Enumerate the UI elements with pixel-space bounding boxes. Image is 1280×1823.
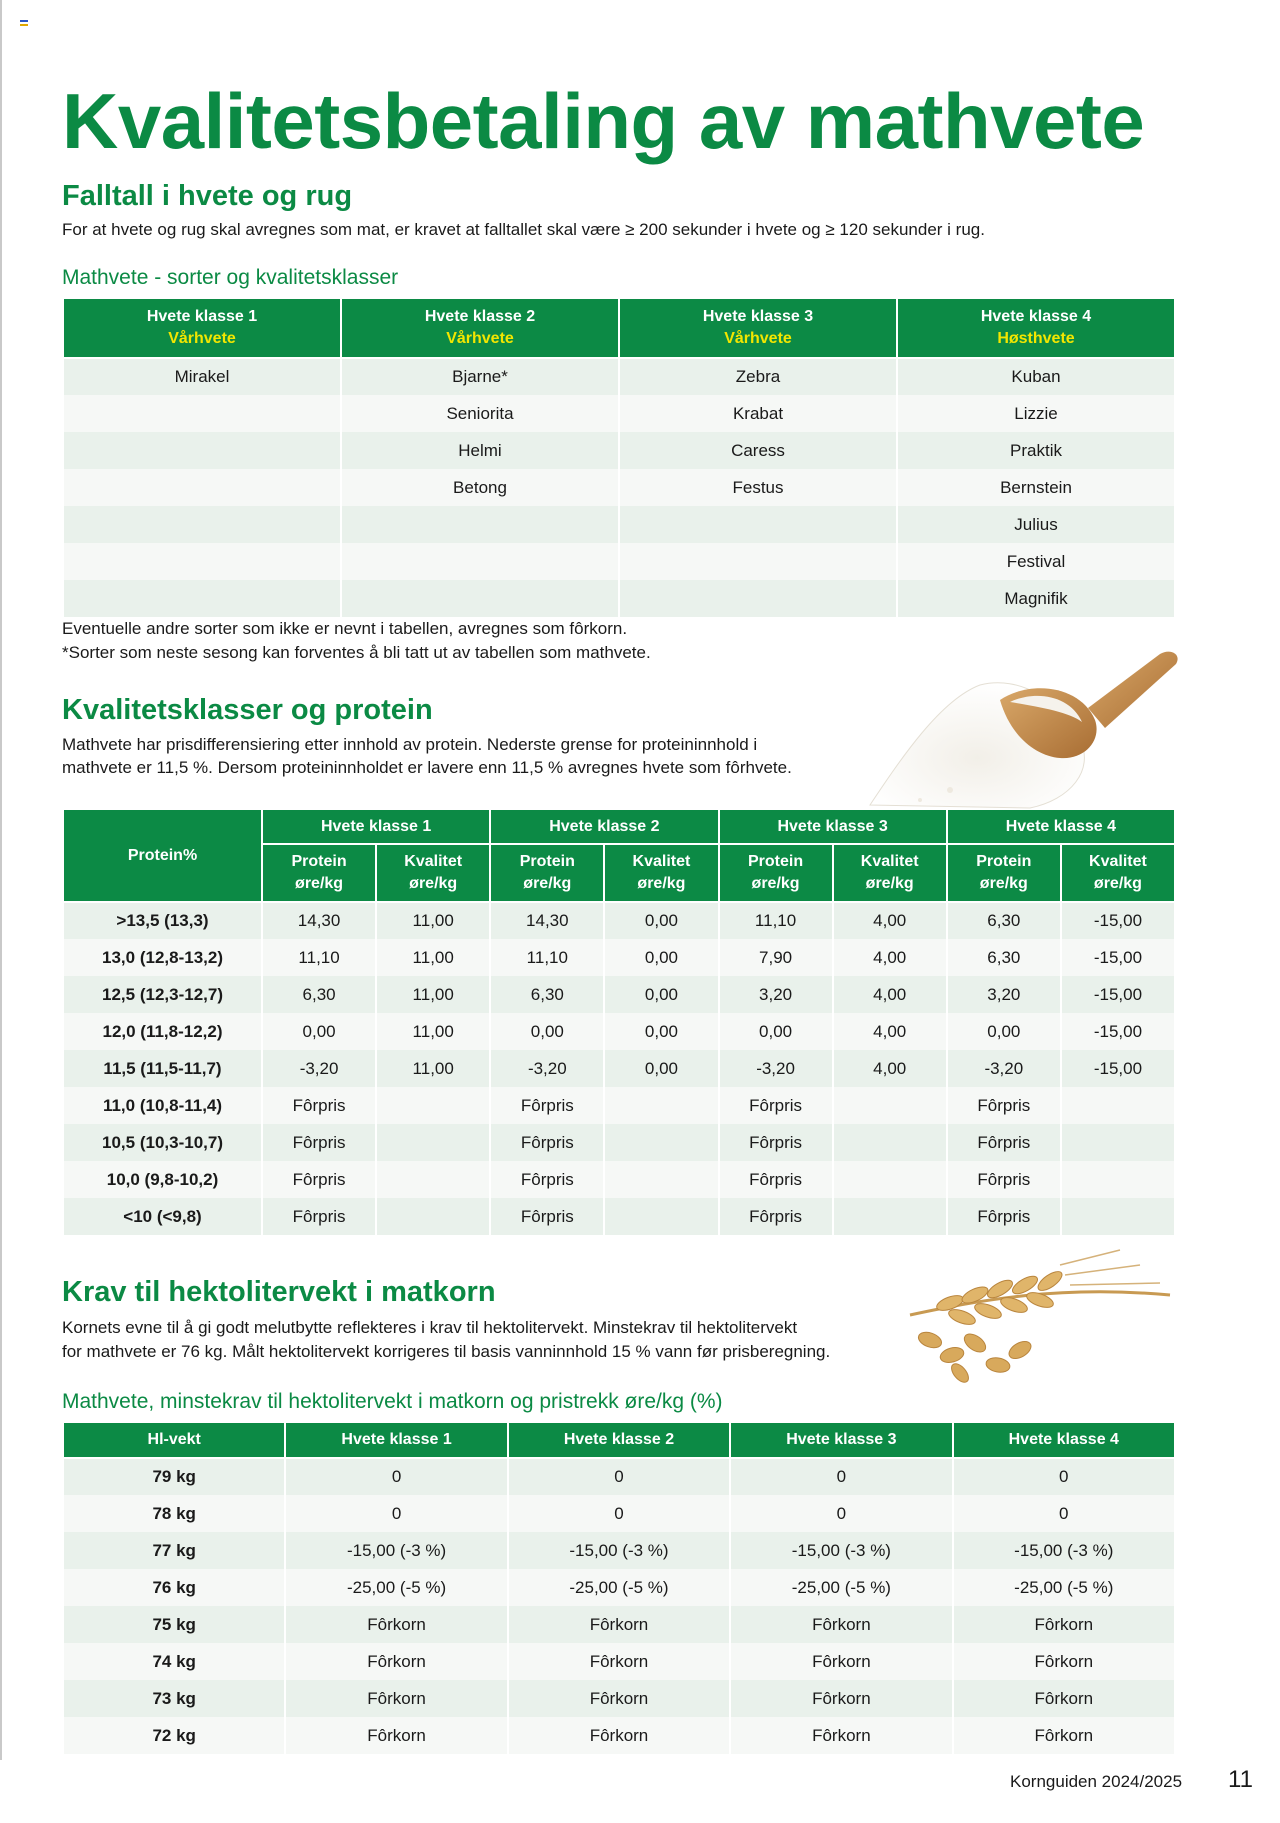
protein-text-1: Mathvete har prisdifferensiering etter innhold av protein. Nederste grense for proteininnhold i — [62, 735, 758, 754]
protein-cell: 7,90 — [719, 939, 833, 976]
hektoliter-text-1: Kornets evne til å gi godt melutbytte reflekteres i krav til hektolitervekt. Minstekrav til hektolitervekt — [62, 1318, 798, 1337]
protein-subheader-kvalitet — [604, 844, 718, 902]
protein-cell: -15,00 — [1061, 976, 1175, 1013]
subheader-line: Protein — [976, 853, 1032, 870]
table-row — [63, 1198, 1175, 1235]
protein-cell: 4,00 — [833, 976, 947, 1013]
table-row — [63, 543, 1175, 580]
protein-heading: Kvalitetsklasser og protein — [62, 694, 433, 726]
sorter-cell: Julius — [897, 506, 1175, 543]
hl-row-label: 76 kg — [63, 1569, 285, 1606]
sorter-cell — [63, 506, 341, 543]
flour-scoop-image — [830, 640, 1190, 810]
hl-cell: -25,00 (-5 %) — [508, 1569, 730, 1606]
protein-cell: 4,00 — [833, 902, 947, 939]
protein-row-label: 13,0 (12,8-13,2) — [63, 939, 262, 976]
protein-cell: -15,00 — [1061, 902, 1175, 939]
hektoliter-subheading: Mathvete, minstekrav til hektolitervekt i matkorn og pristrekk øre/kg (%) — [62, 1390, 723, 1413]
table-row — [63, 580, 1175, 617]
protein-subheader-protein — [719, 844, 833, 902]
hektoliter-text-2: for mathvete er 76 kg. Målt hektolitervekt korrigeres til basis vanninnhold 15 % vann før prisberegning. — [62, 1342, 831, 1361]
subheader-line: øre/kg — [409, 875, 458, 892]
hl-row-label: 77 kg — [63, 1532, 285, 1569]
table-row — [63, 1606, 1175, 1643]
sorter-cell — [341, 580, 619, 617]
hl-cell: Fôrkorn — [285, 1643, 507, 1680]
subheader-line: øre/kg — [523, 875, 572, 892]
subheader-line: Kvalitet — [632, 853, 691, 870]
protein-subheader-protein — [262, 844, 376, 902]
protein-cell: 4,00 — [833, 1050, 947, 1087]
table-row — [63, 1458, 1175, 1495]
protein-cell: 0,00 — [719, 1013, 833, 1050]
protein-cell: Fôrpris — [947, 1198, 1061, 1235]
protein-row-label: 10,5 (10,3-10,7) — [63, 1124, 262, 1161]
protein-cell — [376, 1161, 490, 1198]
table-row — [63, 1717, 1175, 1754]
sorter-cell: Festival — [897, 543, 1175, 580]
table-row — [63, 1013, 1175, 1050]
table-row — [63, 939, 1175, 976]
falltall-text: For at hvete og rug skal avregnes som mat, er kravet at falltallet skal være ≥ 200 sekunder i hvete og ≥ 120 sekunder i rug. — [62, 220, 985, 239]
protein-cell: 0,00 — [604, 976, 718, 1013]
hl-cell: Fôrkorn — [730, 1717, 952, 1754]
protein-cell: 11,00 — [376, 976, 490, 1013]
sorter-cell: Zebra — [619, 358, 897, 395]
protein-cell: 14,30 — [262, 902, 376, 939]
protein-cell: 3,20 — [947, 976, 1061, 1013]
hl-cell: -15,00 (-3 %) — [508, 1532, 730, 1569]
protein-text-2: mathvete er 11,5 %. Dersom proteininnholdet er lavere enn 11,5 % avregnes hvete som fôrhvete. — [62, 758, 792, 777]
protein-cell: -15,00 — [1061, 1013, 1175, 1050]
hl-cell: 0 — [953, 1458, 1175, 1495]
subheader-line: Protein — [291, 853, 347, 870]
sorter-cell: Magnifik — [897, 580, 1175, 617]
sorter-cell — [63, 580, 341, 617]
table-row — [63, 1643, 1175, 1680]
hl-cell: 0 — [508, 1495, 730, 1532]
protein-cell: Fôrpris — [262, 1161, 376, 1198]
subheader-line: øre/kg — [637, 875, 686, 892]
protein-subheader-protein — [490, 844, 604, 902]
hl-col-header: Hl-vekt — [63, 1422, 285, 1458]
subheader-line: Protein — [748, 853, 804, 870]
protein-cell — [604, 1124, 718, 1161]
protein-cell: Fôrpris — [719, 1087, 833, 1124]
hl-row-label: 73 kg — [63, 1680, 285, 1717]
table-row — [63, 1161, 1175, 1198]
sorter-cell — [63, 543, 341, 580]
table-row — [63, 469, 1175, 506]
footer-publication: Kornguiden 2024/2025 — [1010, 1772, 1183, 1791]
subheader-line: Kvalitet — [1089, 853, 1147, 870]
protein-cell: 0,00 — [604, 902, 718, 939]
hl-cell: Fôrkorn — [953, 1643, 1175, 1680]
subheader-line: øre/kg — [979, 875, 1028, 892]
protein-cell — [833, 1124, 947, 1161]
protein-cell: 4,00 — [833, 1013, 947, 1050]
protein-cell: Fôrpris — [719, 1161, 833, 1198]
subheader-line: Protein — [519, 853, 575, 870]
protein-cell: 0,00 — [490, 1013, 604, 1050]
protein-row-label: <10 (<9,8) — [63, 1198, 262, 1235]
protein-cell — [1061, 1124, 1175, 1161]
hl-cell: -15,00 (-3 %) — [953, 1532, 1175, 1569]
protein-cell — [1061, 1198, 1175, 1235]
protein-cell: 0,00 — [604, 1050, 718, 1087]
hl-cell: 0 — [508, 1458, 730, 1495]
protein-cell: Fôrpris — [490, 1198, 604, 1235]
protein-cell: 4,00 — [833, 939, 947, 976]
hl-cell: 0 — [730, 1458, 952, 1495]
sorter-table — [62, 297, 1176, 617]
hl-cell: Fôrkorn — [508, 1606, 730, 1643]
protein-cell — [376, 1198, 490, 1235]
hl-cell: Fôrkorn — [953, 1717, 1175, 1754]
table-row — [63, 902, 1175, 939]
protein-cell: 0,00 — [604, 1013, 718, 1050]
hl-cell: Fôrkorn — [508, 1643, 730, 1680]
sorter-cell: Caress — [619, 432, 897, 469]
hl-cell: -25,00 (-5 %) — [953, 1569, 1175, 1606]
protein-cell: -3,20 — [947, 1050, 1061, 1087]
hl-col-header: Hvete klasse 4 — [953, 1422, 1175, 1458]
hl-col-header: Hvete klasse 1 — [285, 1422, 507, 1458]
hl-col-header: Hvete klasse 2 — [508, 1422, 730, 1458]
subheader-line: øre/kg — [751, 875, 800, 892]
protein-cell: Fôrpris — [490, 1124, 604, 1161]
protein-cell — [604, 1198, 718, 1235]
protein-cell: 6,30 — [490, 976, 604, 1013]
protein-corner-header: Protein% — [63, 809, 262, 902]
hl-col-header: Hvete klasse 3 — [730, 1422, 952, 1458]
page-number: 11 — [1228, 1766, 1253, 1793]
protein-cell: -15,00 — [1061, 1050, 1175, 1087]
protein-cell: Fôrpris — [719, 1198, 833, 1235]
sorter-col-3: Hvete klasse 3 Vårhvete — [619, 298, 897, 358]
table-row — [63, 976, 1175, 1013]
protein-cell — [376, 1087, 490, 1124]
sorter-cell — [619, 580, 897, 617]
sorter-cell: Krabat — [619, 395, 897, 432]
protein-cell: Fôrpris — [490, 1161, 604, 1198]
hl-row-label: 75 kg — [63, 1606, 285, 1643]
table-row — [63, 1495, 1175, 1532]
protein-cell: Fôrpris — [262, 1124, 376, 1161]
corner-mark — [20, 20, 28, 28]
protein-class-4-header: Hvete klasse 4 — [947, 809, 1175, 844]
sorter-col-1: Hvete klasse 1 Vårhvete — [63, 298, 341, 358]
sorter-note-1: Eventuelle andre sorter som ikke er nevnt i tabellen, avregnes som fôrkorn. — [62, 619, 628, 638]
hl-row-label: 79 kg — [63, 1458, 285, 1495]
hl-cell: Fôrkorn — [508, 1717, 730, 1754]
hl-cell: -15,00 (-3 %) — [730, 1532, 952, 1569]
subheader-line: Kvalitet — [404, 853, 463, 870]
table-row — [63, 395, 1175, 432]
protein-cell: 11,00 — [376, 1050, 490, 1087]
protein-cell: Fôrpris — [947, 1087, 1061, 1124]
falltall-heading: Falltall i hvete og rug — [62, 180, 353, 212]
page-title: Kvalitetsbetaling av mathvete — [62, 77, 1145, 165]
page-edge-line — [0, 0, 2, 1760]
protein-row-label: 12,5 (12,3-12,7) — [63, 976, 262, 1013]
protein-cell — [833, 1087, 947, 1124]
protein-cell: 11,00 — [376, 902, 490, 939]
protein-cell: 14,30 — [490, 902, 604, 939]
protein-row-label: 12,0 (11,8-12,2) — [63, 1013, 262, 1050]
sorter-cell: Lizzie — [897, 395, 1175, 432]
table-row — [63, 432, 1175, 469]
protein-cell: 11,10 — [490, 939, 604, 976]
hl-cell: 0 — [285, 1495, 507, 1532]
protein-row-label: 11,0 (10,8-11,4) — [63, 1087, 262, 1124]
hl-cell: -25,00 (-5 %) — [285, 1569, 507, 1606]
table-row — [63, 506, 1175, 543]
protein-row-label: 10,0 (9,8-10,2) — [63, 1161, 262, 1198]
protein-cell: 6,30 — [947, 902, 1061, 939]
protein-cell — [1061, 1087, 1175, 1124]
protein-cell: 11,00 — [376, 939, 490, 976]
table-row — [63, 1124, 1175, 1161]
subheader-line: øre/kg — [295, 875, 344, 892]
sorter-cell — [619, 506, 897, 543]
hl-cell: Fôrkorn — [730, 1680, 952, 1717]
sorter-cell: Festus — [619, 469, 897, 506]
protein-cell: -3,20 — [262, 1050, 376, 1087]
protein-cell: Fôrpris — [490, 1087, 604, 1124]
hl-cell: Fôrkorn — [508, 1680, 730, 1717]
hl-cell: 0 — [953, 1495, 1175, 1532]
sorter-cell: Kuban — [897, 358, 1175, 395]
table-row — [63, 358, 1175, 395]
hl-cell: Fôrkorn — [285, 1680, 507, 1717]
protein-subheader-kvalitet — [376, 844, 490, 902]
protein-cell: -3,20 — [490, 1050, 604, 1087]
hl-cell: Fôrkorn — [953, 1680, 1175, 1717]
hl-cell: 0 — [285, 1458, 507, 1495]
hl-cell: Fôrkorn — [730, 1643, 952, 1680]
sorter-cell: Bernstein — [897, 469, 1175, 506]
table-row — [63, 1532, 1175, 1569]
protein-table — [62, 808, 1176, 1235]
protein-cell: 0,00 — [262, 1013, 376, 1050]
protein-cell: Fôrpris — [947, 1124, 1061, 1161]
protein-cell: Fôrpris — [719, 1124, 833, 1161]
table-row — [63, 1680, 1175, 1717]
sorter-col-4: Hvete klasse 4 Høsthvete — [897, 298, 1175, 358]
hl-cell: Fôrkorn — [730, 1606, 952, 1643]
protein-cell: Fôrpris — [262, 1198, 376, 1235]
subheader-line: Kvalitet — [860, 853, 919, 870]
hl-cell: 0 — [730, 1495, 952, 1532]
protein-class-2-header: Hvete klasse 2 — [490, 809, 718, 844]
protein-cell: 11,10 — [262, 939, 376, 976]
subheader-line: øre/kg — [865, 875, 914, 892]
sorter-cell — [63, 432, 341, 469]
hl-cell: Fôrkorn — [285, 1717, 507, 1754]
sorter-cell: Helmi — [341, 432, 619, 469]
hl-cell: -15,00 (-3 %) — [285, 1532, 507, 1569]
sorter-cell — [341, 506, 619, 543]
sorter-cell — [63, 395, 341, 432]
protein-cell: 6,30 — [262, 976, 376, 1013]
protein-cell — [604, 1161, 718, 1198]
hl-cell: -25,00 (-5 %) — [730, 1569, 952, 1606]
sorter-cell: Betong — [341, 469, 619, 506]
subheader-line: øre/kg — [1093, 875, 1142, 892]
protein-cell — [376, 1124, 490, 1161]
sorter-col-2: Hvete klasse 2 Vårhvete — [341, 298, 619, 358]
sorter-cell — [63, 469, 341, 506]
protein-cell: 11,00 — [376, 1013, 490, 1050]
hl-cell: Fôrkorn — [953, 1606, 1175, 1643]
hektoliter-heading: Krav til hektolitervekt i matkorn — [62, 1276, 496, 1308]
table-row — [63, 1050, 1175, 1087]
hl-row-label: 74 kg — [63, 1643, 285, 1680]
sorter-cell — [341, 543, 619, 580]
hl-row-label: 72 kg — [63, 1717, 285, 1754]
protein-row-label: >13,5 (13,3) — [63, 902, 262, 939]
sorter-cell: Seniorita — [341, 395, 619, 432]
protein-class-1-header: Hvete klasse 1 — [262, 809, 490, 844]
protein-cell: Fôrpris — [947, 1161, 1061, 1198]
sorter-cell: Mirakel — [63, 358, 341, 395]
sorter-cell — [619, 543, 897, 580]
table-row — [63, 1569, 1175, 1606]
protein-cell: 6,30 — [947, 939, 1061, 976]
sorter-cell: Bjarne* — [341, 358, 619, 395]
protein-cell — [833, 1161, 947, 1198]
hl-cell: Fôrkorn — [285, 1606, 507, 1643]
sorter-cell: Praktik — [897, 432, 1175, 469]
hektoliter-table — [62, 1421, 1176, 1754]
protein-cell: -15,00 — [1061, 939, 1175, 976]
protein-cell: 11,10 — [719, 902, 833, 939]
protein-subheader-kvalitet — [833, 844, 947, 902]
protein-row-label: 11,5 (11,5-11,7) — [63, 1050, 262, 1087]
wheat-grain-image — [890, 1245, 1180, 1385]
protein-class-3-header: Hvete klasse 3 — [719, 809, 947, 844]
table-row — [63, 1087, 1175, 1124]
protein-subheader-kvalitet — [1061, 844, 1175, 902]
protein-cell: Fôrpris — [262, 1087, 376, 1124]
protein-cell — [833, 1198, 947, 1235]
hl-row-label: 78 kg — [63, 1495, 285, 1532]
protein-cell: -3,20 — [719, 1050, 833, 1087]
protein-cell: 0,00 — [947, 1013, 1061, 1050]
protein-cell — [604, 1087, 718, 1124]
sorter-heading: Mathvete - sorter og kvalitetsklasser — [62, 266, 399, 289]
protein-subheader-protein — [947, 844, 1061, 902]
sorter-note-2: *Sorter som neste sesong kan forventes å bli tatt ut av tabellen som mathvete. — [62, 643, 651, 662]
protein-cell: 3,20 — [719, 976, 833, 1013]
protein-cell: 0,00 — [604, 939, 718, 976]
protein-cell — [1061, 1161, 1175, 1198]
